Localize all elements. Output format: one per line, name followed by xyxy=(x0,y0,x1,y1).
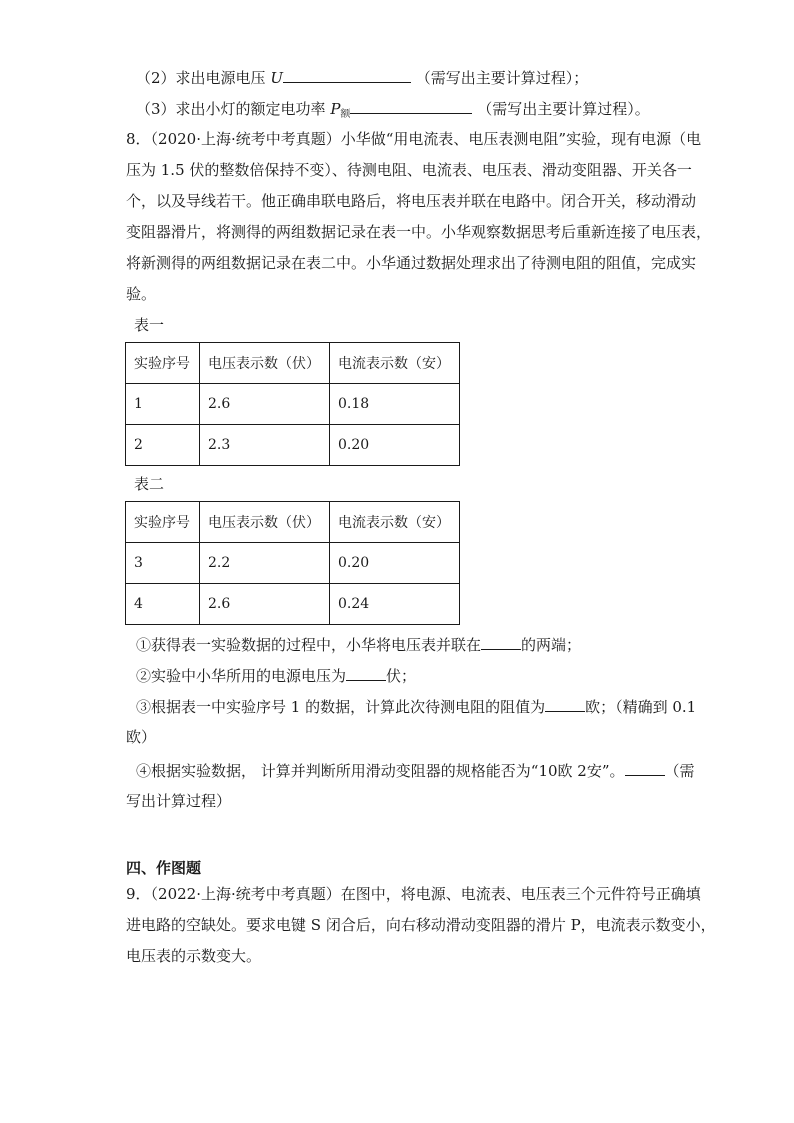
table-cell: 4 xyxy=(126,584,200,625)
q8-sub-3-prefix: ③根据表一中实验序号 1 的数据，计算此次待测电阻的阻值为 xyxy=(136,698,546,716)
variable-u: U xyxy=(270,69,283,87)
table-header-cell: 电流表示数（安） xyxy=(330,343,460,384)
table-row xyxy=(126,584,460,625)
q9-line-1: 9．（2022·上海·统考中考真题）在图中，将电源、电流表、电压表三个元件符号正确填 xyxy=(126,885,701,903)
q-prev-part-3-prefix: （3）求出小灯的额定电功率 xyxy=(136,100,326,118)
table-1-caption: 表一 xyxy=(134,316,165,334)
q-prev-part-3 xyxy=(136,98,650,125)
q8-sub-2-prefix: ②实验中小华所用的电源电压为 xyxy=(136,667,347,685)
table-cell: 1 xyxy=(126,384,200,425)
table-cell: 2.3 xyxy=(200,425,330,466)
q8-sub-2 xyxy=(136,665,416,686)
table-1 xyxy=(125,342,460,466)
table-header-cell: 电流表示数（安） xyxy=(330,502,460,543)
table-cell: 0.20 xyxy=(330,543,460,584)
q-prev-part-2-prefix: （2）求出电源电压 xyxy=(136,69,266,87)
table-header-cell: 电压表示数（伏） xyxy=(200,343,330,384)
table-row xyxy=(126,384,460,425)
q8-line-6: 验。 xyxy=(126,285,157,303)
table-cell: 0.20 xyxy=(330,425,460,466)
table-row xyxy=(126,502,460,543)
variable-p: P xyxy=(330,100,341,118)
q9-line-2: 进电路的空缺处。要求电键 S 闭合后，向右移动滑动变阻器的滑片 P，电流表示数变小， xyxy=(126,916,716,934)
q8-line-1: 8．（2020·上海·统考中考真题）小华做“用电流表、电压表测电阻”实验，现有电源（电 xyxy=(126,130,702,148)
q8-line-3: 个，以及导线若干。他正确串联电路后，将电压表并联在电路中。闭合开关，移动滑动 xyxy=(126,192,697,210)
answer-blank-1[interactable] xyxy=(481,634,521,650)
q8-sub-2-suffix: 伏； xyxy=(386,667,417,685)
answer-blank-4[interactable] xyxy=(625,760,665,776)
section-heading: 四、作图题 xyxy=(126,859,202,877)
table-cell: 2 xyxy=(126,425,200,466)
table-row xyxy=(126,343,460,384)
table-cell: 2.6 xyxy=(200,384,330,425)
q8-line-4: 变阻器滑片，将测得的两组数据记录在表一中。小华观察数据思考后重新连接了电压表， xyxy=(126,223,712,241)
q8-sub-3-suffix: 欧；（精确到 0.1 xyxy=(585,698,697,716)
q8-sub-4-prefix: ④根据实验数据， 计算并判断所用滑动变阻器的规格能否为“10欧 2安”。 xyxy=(136,762,625,780)
q9-line-3: 电压表的示数变大。 xyxy=(126,947,262,965)
table-row xyxy=(126,425,460,466)
q8-sub-4 xyxy=(136,760,695,781)
q8-sub-1 xyxy=(136,634,581,655)
table-cell: 2.2 xyxy=(200,543,330,584)
q8-sub-4-suffix: （需 xyxy=(664,762,695,780)
table-header-cell: 电压表示数（伏） xyxy=(200,502,330,543)
table-2 xyxy=(125,501,460,625)
answer-blank-3[interactable] xyxy=(545,696,585,712)
q8-sub-4-line-2: 写出计算过程） xyxy=(126,792,232,810)
answer-blank-u[interactable] xyxy=(283,67,411,83)
q-prev-part-3-suffix: （需写出主要计算过程）。 xyxy=(477,100,650,118)
answer-blank-p[interactable] xyxy=(350,98,472,114)
q8-sub-3 xyxy=(136,696,696,717)
table-cell: 0.18 xyxy=(330,384,460,425)
q8-sub-1-prefix: ①获得表一实验数据的过程中，小华将电压表并联在 xyxy=(136,636,482,654)
table-cell: 0.24 xyxy=(330,584,460,625)
q8-sub-1-suffix: 的两端； xyxy=(521,636,582,654)
table-header-cell: 实验序号 xyxy=(126,343,200,384)
table-2-caption: 表二 xyxy=(134,475,165,493)
table-row xyxy=(126,543,460,584)
variable-p-subscript: 额 xyxy=(340,109,351,120)
q8-line-2: 压为 1.5 伏的整数倍保持不变）、待测电阻、电流表、电压表、滑动变阻器、开关各一 xyxy=(126,161,692,179)
q-prev-part-2 xyxy=(136,67,588,88)
q8-sub-3-line-2: 欧） xyxy=(126,728,157,746)
answer-blank-2[interactable] xyxy=(346,665,386,681)
q-prev-part-2-suffix: （需写出主要计算过程）； xyxy=(415,69,589,87)
table-header-cell: 实验序号 xyxy=(126,502,200,543)
table-cell: 2.6 xyxy=(200,584,330,625)
q8-line-5: 将新测得的两组数据记录在表二中。小华通过数据处理求出了待测电阻的阻值，完成实 xyxy=(126,254,697,272)
table-cell: 3 xyxy=(126,543,200,584)
